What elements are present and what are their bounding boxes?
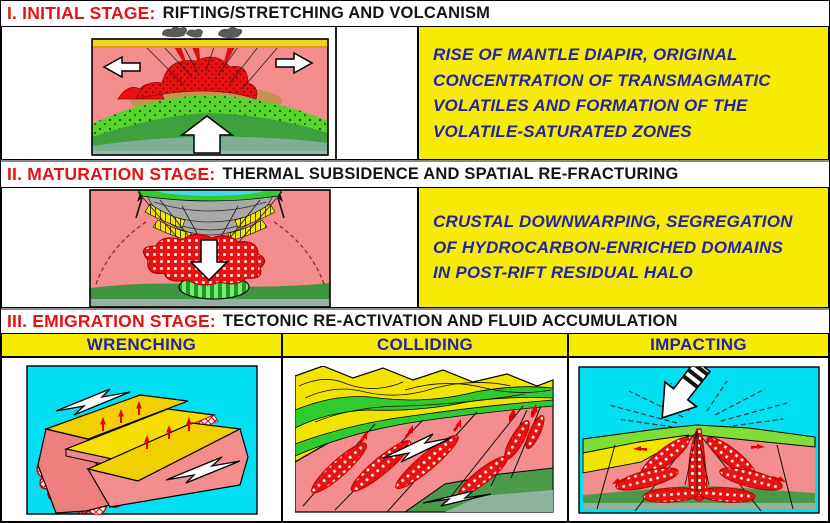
section1-note-box xyxy=(418,26,829,160)
wrenching-diagram xyxy=(26,365,258,515)
section2-note-box xyxy=(418,187,829,308)
surface-sediment-strip xyxy=(92,39,328,47)
section1-stage-label: I. INITIAL STAGE: xyxy=(7,3,156,23)
section1-row xyxy=(1,26,829,160)
impacting-panel xyxy=(568,357,829,522)
section2-row xyxy=(1,187,829,308)
section1-stage-desc: RIFTING/STRETCHING AND VOLCANISM xyxy=(162,4,491,22)
panel-label-colliding: COLLIDING xyxy=(282,333,568,357)
panel-label-wrenching: WRENCHING xyxy=(1,333,282,357)
thermal-subsidence-diagram xyxy=(88,188,332,309)
section3-row xyxy=(1,357,829,522)
section3-heading xyxy=(1,310,829,333)
colliding-panel xyxy=(282,357,568,522)
section2-stage-desc: THERMAL SUBSIDENCE AND SPATIAL RE-FRACTURING xyxy=(222,165,679,183)
panel-divider xyxy=(335,27,337,159)
volcano-smoke-icon xyxy=(162,27,242,38)
section3-stage-label: III. EMIGRATION STAGE: xyxy=(7,311,216,331)
impacting-diagram xyxy=(577,365,821,515)
section2-illustration-panel xyxy=(1,187,418,308)
section1-note-text: RISE OF MANTLE DIAPIR, ORIGINAL CONCENTRATION OF TRANSMAGMATIC VOLATILES AND FORMATION OF THE VOLATILE-SATURATED ZONES xyxy=(433,45,771,141)
wrenching-panel xyxy=(1,357,282,522)
section2-stage-label: II. MATURATION STAGE: xyxy=(7,164,216,184)
section3-labels xyxy=(1,333,829,357)
section2-heading xyxy=(1,162,829,187)
section3-stage-desc: TECTONIC RE-ACTIVATION AND FLUID ACCUMULATION xyxy=(222,312,678,330)
panel-label-impacting: IMPACTING xyxy=(568,333,829,357)
lower-band xyxy=(90,299,330,307)
section1-illustration-panel xyxy=(1,26,418,160)
section2-note-text: CRUSTAL DOWNWARPING, SEGREGATION OF HYDROCARBON-ENRICHED DOMAINS IN POST-RIFT RESIDUAL HALO xyxy=(433,212,793,283)
lower-band xyxy=(583,503,815,509)
section1-heading xyxy=(1,1,829,26)
colliding-diagram xyxy=(295,366,555,514)
rifting-volcanism-diagram xyxy=(88,27,332,161)
